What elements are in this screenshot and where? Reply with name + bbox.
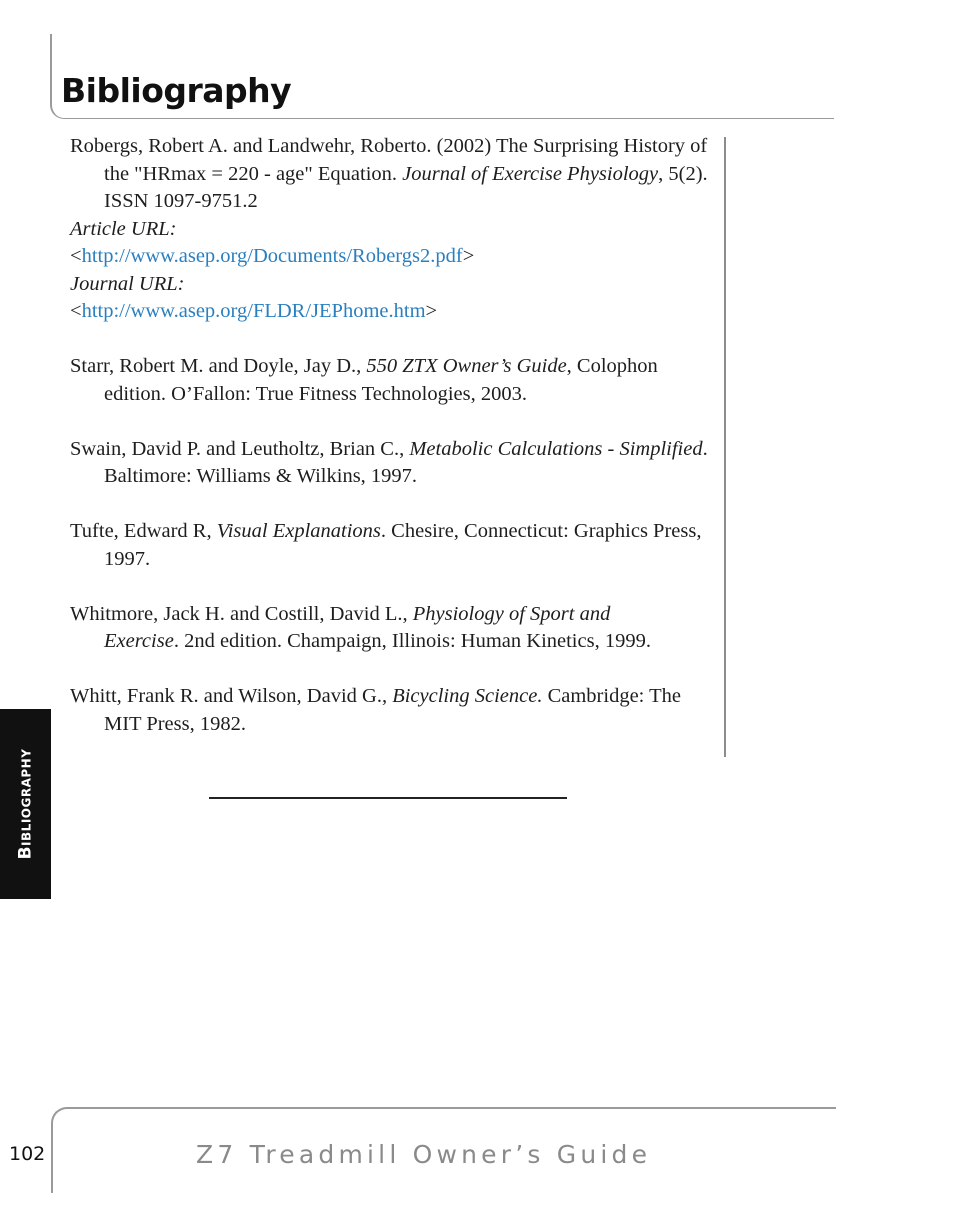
entry-text: . 2nd edition. Champaign, Illinois: Human Kinetics, 1999. (173, 630, 651, 652)
footer-title: Z7 Treadmill Owner’s Guide (196, 1140, 652, 1169)
section-side-tab (0, 709, 51, 899)
entry-text: Tufte, Edward R, (70, 520, 217, 542)
journal-url-label (70, 271, 712, 299)
page-title: Bibliography (61, 71, 292, 110)
journal-url-link[interactable]: http://www.asep.org/FLDR/JEPhome.htm (81, 300, 426, 322)
article-url-line (70, 243, 712, 271)
entry-text: Whitmore, Jack H. and Costill, David L., (70, 602, 413, 625)
entry-text: , Colophon edition. O’Fallon: True Fitness Technologies, 2003. (104, 355, 658, 405)
bib-entry-starr (70, 353, 712, 408)
bib-entry-tufte (70, 518, 712, 573)
entry-text: Whitt, Frank R. and Wilson, David G., (70, 685, 393, 707)
entry-title: Visual Explanations (216, 520, 381, 542)
journal-url-label-text: Journal URL: (70, 272, 185, 295)
entry-title: Metabolic Calculations - Simplified (409, 437, 703, 460)
article-url-label-text: Article URL: (70, 217, 177, 240)
entry-text: Starr, Robert M. and Doyle, Jay D., (70, 355, 367, 377)
entry-text: . Baltimore: Williams & Wilkins, 1997. (104, 437, 708, 487)
column-rule (724, 137, 726, 757)
entry-text: , 5(2). ISSN 1097-9751.2 (104, 162, 708, 212)
entry-text: Swain, David P. and Leutholtz, Brian C., (70, 437, 410, 460)
bib-entry-swain (70, 436, 712, 491)
entry-title: Bicycling Science. (392, 685, 543, 707)
article-url-link[interactable]: http://www.asep.org/Documents/Robergs2.pdf (81, 245, 463, 267)
entry-title: Physiology of Sport and Exercise (104, 602, 611, 652)
side-tab-label: Bibliography (15, 748, 36, 860)
bib-entry-robergs-urls (70, 216, 712, 326)
angle-close: > (425, 300, 438, 322)
entry-text: Cambridge: The MIT Press, 1982. (104, 685, 682, 735)
angle-open: < (70, 300, 82, 322)
entry-title: Journal of Exercise Physiology (402, 162, 659, 185)
bibliography-list (70, 133, 712, 766)
entry-text: Robergs, Robert A. and Landwehr, Roberto. (2002) The Surprising History of the "HRmax = 220 - age" Equation. (70, 135, 708, 185)
entry-title: 550 ZTX Owner’s Guide (366, 355, 567, 377)
angle-open: < (70, 245, 82, 267)
angle-close: > (462, 245, 475, 267)
section-end-rule (209, 797, 567, 799)
entry-text: . Chesire, Connecticut: Graphics Press, 1997. (104, 520, 702, 570)
bib-entry-whitmore (70, 601, 712, 656)
page-number: 102 (9, 1143, 46, 1165)
bib-entry-robergs (70, 133, 712, 216)
bib-entry-whitt (70, 683, 712, 738)
article-url-label (70, 216, 712, 244)
journal-url-line (70, 298, 712, 326)
